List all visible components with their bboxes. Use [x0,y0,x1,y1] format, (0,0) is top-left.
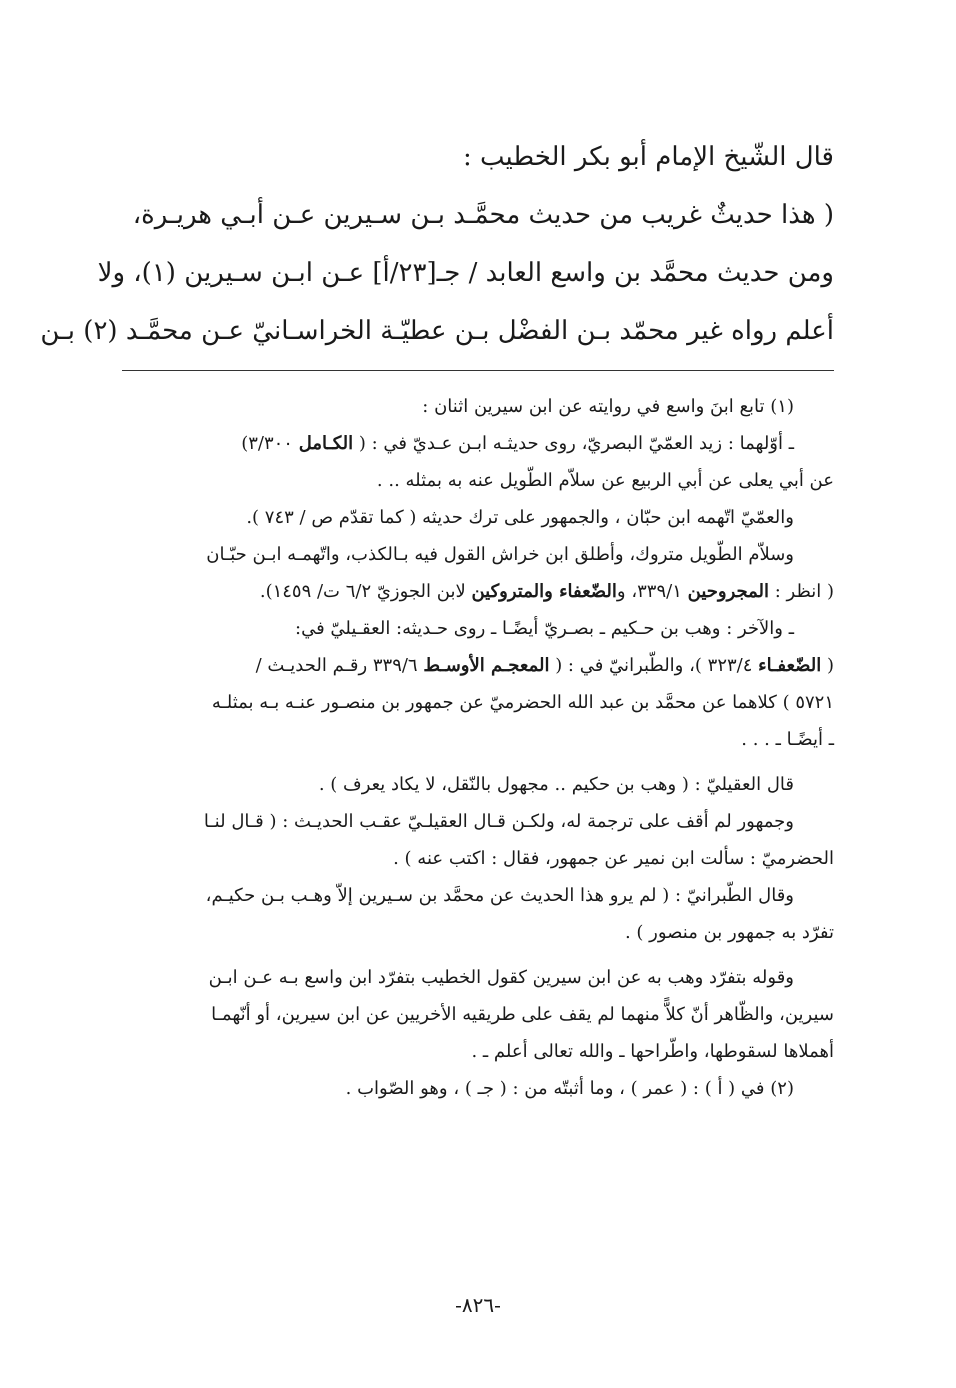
footnote-line: ـ أوّلهما : زيد العمّيّ البصريّ، روى حديثـه ابـن عـديّ في : ( الكـامل ٣/٣٠٠) [241,433,794,454]
footnote-line: قال العقيليّ : ( وهب بن حكيم .. مجهول بالنّقل، لا يكاد يعرف ) . [318,774,794,795]
page-number: -٨٢٦- [455,1293,501,1317]
footnote-line: عن أبي يعلى عن أبي الربيع عن سلاّم الطّويل عنه به بمثله .. . [376,470,834,491]
main-line-1: ( هذا حديثٌ غريب من حديث محمَّـد بـن سـيرين عـن أبـي هريـرة، [132,200,834,230]
main-heading: قال الشّيخ الإمام أبو بكر الخطيب : [462,142,834,172]
footnote-line: والعمّيّ اتّهمه ابن حبّان ، والجمهور على ترك حديثه ( كما تقدّم ص / ٧٤٣ ). [246,507,794,528]
footnote-line: وقوله بتفرّد وهب به عن ابن سيرين كقول الخطيب بتفرّد ابن واسع بـه عـن ابـن [208,967,794,988]
footnote-line: وقال الطّبرانيّ : ( لم يرو هذا الحديث عن محمَّد بن سـيرين إلاّ وهـب بـن حكيـم، [205,885,794,906]
footnote-line: ( انظر : المجروحين ٣٣٩/١، والضّعفاء والمتروكين لابن الجوزيّ ٦/٢ ت/ ١٤٥٩). [259,581,834,602]
footnote-separator [122,370,834,371]
footnote-line: (٢) في ( أ ) : ( عمر ) ، وما أثبتّه من : ( جـ ) ، وهو الصّواب . [345,1078,794,1099]
footnote-line: ـ والآخر : وهب بن حـكيم ـ بصـريّ أيضًـا ـ روى حـديثه: العقـيليّ في: [295,618,794,639]
footnote-line: ٥٧٢١ ) كلاهما عن محمَّد بن عبد الله الحضرميّ عن جمهور بن منصـور عنـه بـه بمثلـه [211,692,834,713]
footnote-line: سيرين، والظّاهر أنّ كلاًّ منهما لم يقف على طريقيه الأخريين عن ابن سيرين، أو أنّهمـا [211,1004,834,1025]
main-line-2: ومن حديث محمَّد بن واسع العابد / جـ[٢٣/أ] عـن ابـن سـيرين (١)، ولا [97,258,834,288]
footnote-line: وسلاّم الطّويل متروك، وأطلق ابن خراش القول فيه بـالكذب، واتّهمـه ابـن حبّـان [206,544,794,565]
footnote-line: (١) تابع ابنَ واسع في روايته عن ابن سيرين اثنان : [422,396,794,417]
footnote-line: ( الضّعفـاء ٣٢٣/٤ )، والطّبرانيّ في : ( المعجـم الأوسـط ٣٣٩/٦ رقـم الحديـث / [255,655,834,676]
footnote-line: أهملاها لسقوطها، واطّراحها ـ والله تعالى أعلم ـ . [471,1041,834,1062]
main-text [40,128,834,360]
footnote-line: تفرّد به جمهور بن منصور ) . [624,922,834,943]
footnotes [122,388,834,1107]
footnote-line: وجمهور لم أقف على ترجمة له، ولكـن قـال العقيلـيّ عقـب الحديـث : ( قـال لنـا [203,811,794,832]
main-line-3: أعلم رواه غير محمّد بـن الفضْل بـن عطيّـة الخراسـانيّ عـن محمَّـد (٢) بـن [40,316,834,346]
footnote-line: ـ أيضًـا ـ . . . [741,729,834,750]
footnote-line: الحضرميّ : سألت ابن نمير عن جمهور، فقال : اكتب عنه ) . [393,848,834,869]
